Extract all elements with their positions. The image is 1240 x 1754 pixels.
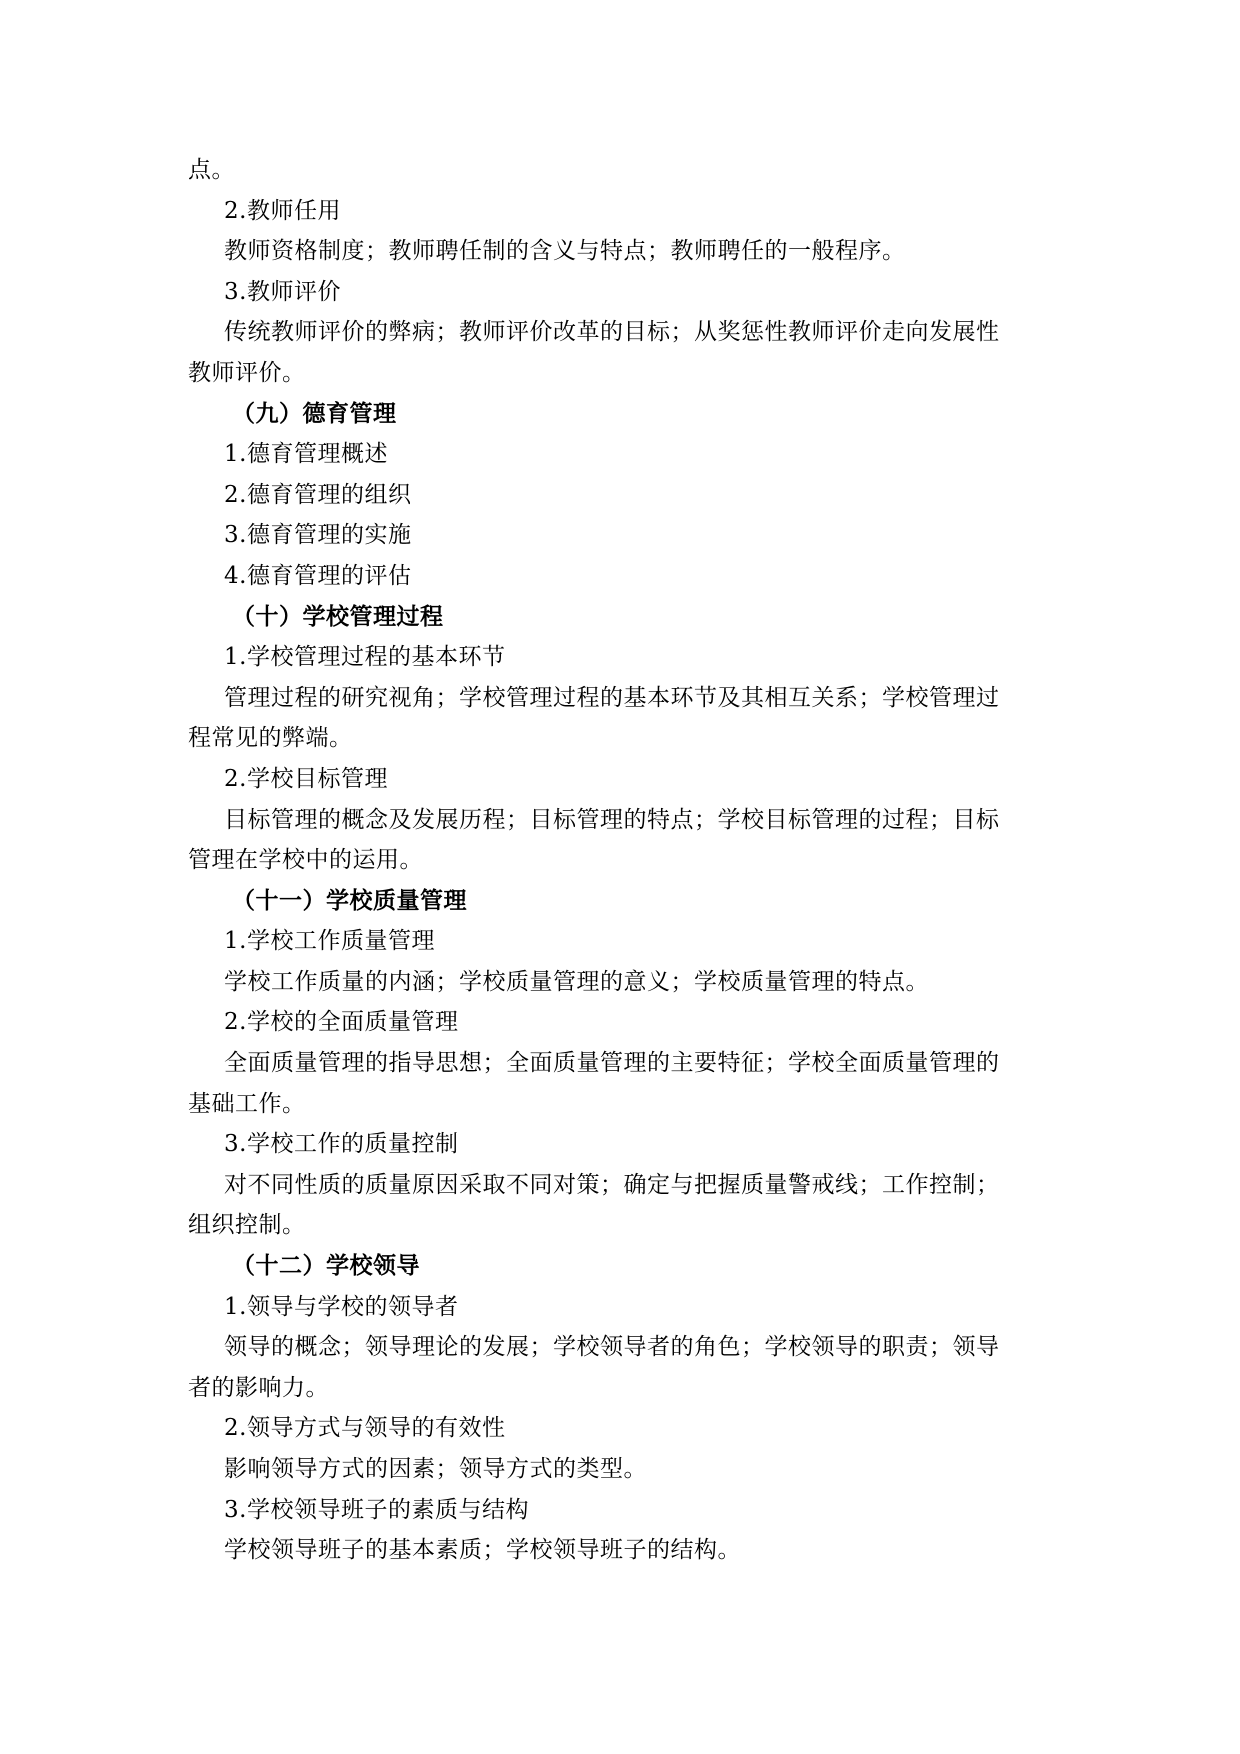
text-line: 学校工作质量的内涵；学校质量管理的意义；学校质量管理的特点。 [224, 968, 929, 995]
text-line: 2.德育管理的组织 [224, 481, 412, 508]
text-line: 教师资格制度；教师聘任制的含义与特点；教师聘任的一般程序。 [224, 238, 906, 265]
text-line: 2.教师任用 [224, 197, 341, 224]
section-heading: （十二）学校领导 [232, 1252, 420, 1280]
text-line: 2.学校目标管理 [224, 765, 388, 792]
text-line: 点。 [188, 157, 235, 183]
text-line: 者的影响力。 [188, 1374, 329, 1401]
text-line: 3.教师评价 [224, 278, 341, 305]
document-body [188, 150, 1058, 1571]
text-line: 1.学校管理过程的基本环节 [224, 644, 506, 671]
text-line: 学校领导班子的基本素质；学校领导班子的结构。 [224, 1537, 741, 1564]
text-line: 1.领导与学校的领导者 [224, 1293, 459, 1320]
section-heading: （十一）学校质量管理 [232, 886, 467, 914]
text-line: 领导的概念；领导理论的发展；学校领导者的角色；学校领导的职责；领导 [224, 1334, 1000, 1361]
text-line: 2.学校的全面质量管理 [224, 1009, 459, 1036]
text-line: 3.德育管理的实施 [224, 522, 412, 549]
text-line: 传统教师评价的弊病；教师评价改革的目标；从奖惩性教师评价走向发展性 [224, 319, 1000, 346]
text-line: 1.学校工作质量管理 [224, 928, 435, 955]
text-line: 全面质量管理的指导思想；全面质量管理的主要特征；学校全面质量管理的 [224, 1050, 1000, 1077]
text-line: 基础工作。 [188, 1090, 306, 1117]
text-line: 影响领导方式的因素；领导方式的类型。 [224, 1456, 647, 1482]
text-line: 1.德育管理概述 [224, 441, 388, 468]
text-line: 管理过程的研究视角；学校管理过程的基本环节及其相互关系；学校管理过 [224, 684, 1000, 711]
text-line: 3.学校领导班子的素质与结构 [224, 1496, 529, 1523]
text-line: 4.德育管理的评估 [224, 562, 412, 589]
section-heading: （十）学校管理过程 [232, 602, 444, 630]
text-line: 对不同性质的质量原因采取不同对策；确定与把握质量警戒线；工作控制； [224, 1171, 1000, 1198]
section-heading: （九）德育管理 [232, 399, 397, 427]
text-line: 组织控制。 [188, 1212, 306, 1239]
text-line: 程常见的弊端。 [188, 725, 353, 752]
text-line: 管理在学校中的运用。 [188, 847, 423, 874]
text-line: 2.领导方式与领导的有效性 [224, 1415, 506, 1442]
text-line: 教师评价。 [188, 359, 306, 386]
text-line: 3.学校工作的质量控制 [224, 1131, 459, 1158]
text-line: 目标管理的概念及发展历程；目标管理的特点；学校目标管理的过程；目标 [224, 806, 1000, 833]
